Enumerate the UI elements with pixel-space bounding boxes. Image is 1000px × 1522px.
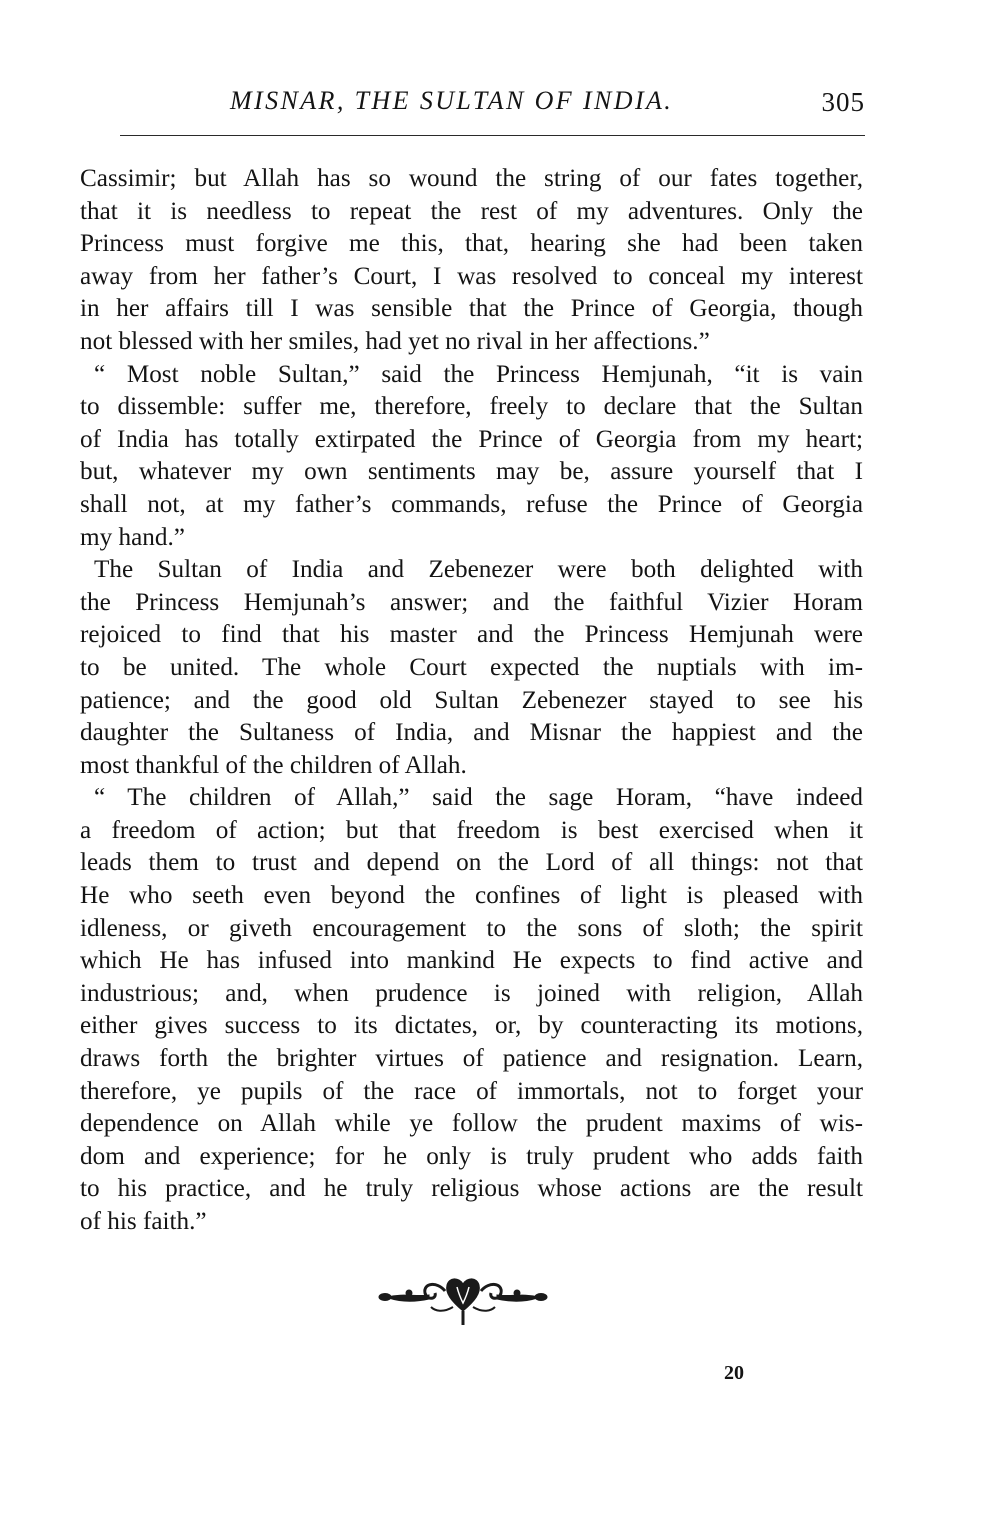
text-line: a freedom of action; but that freedom is best exercised when it (80, 816, 863, 844)
text-line: not blessed with her smiles, had yet no rival in her affections.” (80, 327, 710, 355)
text-line: shall not, at my father’s commands, refuse the Prince of Georgia (80, 490, 863, 518)
page-number: 305 (821, 87, 865, 117)
text-line: which He has infused into mankind He expects to find active and (80, 947, 863, 975)
text-line: “ The children of Allah,” said the sage Horam, “have indeed (94, 784, 863, 812)
text-line: my hand.” (80, 523, 185, 551)
header-rule (120, 135, 865, 136)
text-line: idleness, or giveth encouragement to the sons of sloth; the spirit (80, 914, 863, 942)
text-line: draws forth the brighter virtues of patience and resignation. Learn, (80, 1045, 863, 1073)
text-line: dom and experience; for he only is truly prudent who adds faith (80, 1142, 863, 1170)
text-line: dependence on Allah while ye follow the prudent maxims of wis- (80, 1110, 863, 1138)
running-head (225, 86, 865, 126)
body-text (80, 163, 863, 1239)
text-line: either gives success to its dictates, or, by counteracting its motions, (80, 1012, 863, 1040)
text-line: of his faith.” (80, 1208, 207, 1235)
floral-tailpiece-icon (373, 1267, 553, 1327)
text-line: the Princess Hemjunah’s answer; and the faithful Vizier Horam (80, 588, 863, 616)
text-line: The Sultan of India and Zebenezer were both delighted with (94, 556, 863, 584)
text-line: patience; and the good old Sultan Zebenezer stayed to see his (80, 686, 863, 714)
text-line: daughter the Sultaness of India, and Misnar the happiest and the (80, 719, 863, 747)
text-line: to be united. The whole Court expected the nuptials with im- (80, 653, 863, 681)
text-line: “ Most noble Sultan,” said the Princess Hemjunah, “it is vain (94, 360, 863, 388)
text-line: but, whatever my own sentiments may be, assure yourself that I (80, 458, 863, 486)
text-line: in her affairs till I was sensible that the Prince of Georgia, though (80, 295, 863, 323)
signature-mark: 20 (724, 1362, 744, 1384)
running-title: MISNAR, THE SULTAN OF INDIA. (230, 86, 674, 115)
paragraph (80, 554, 863, 782)
text-line: Cassimir; but Allah has so wound the string of our fates together, (80, 165, 863, 192)
text-line: that it is needless to repeat the rest of my adventures. Only the (80, 197, 863, 225)
text-line: of India has totally extirpated the Prince of Georgia from my heart; (80, 425, 863, 453)
text-line: Princess must forgive me this, that, hearing she had been taken (80, 230, 863, 258)
paragraph (80, 782, 863, 1238)
text-line: rejoiced to find that his master and the Princess Hemjunah were (80, 621, 863, 649)
text-line: most thankful of the children of Allah. (80, 751, 467, 779)
text-line: to dissemble: suffer me, therefore, freely to declare that the Sultan (80, 393, 863, 421)
paragraph (80, 163, 863, 359)
text-line: to his practice, and he truly religious whose actions are the result (80, 1175, 863, 1203)
text-line: away from her father’s Court, I was resolved to conceal my interest (80, 262, 863, 290)
text-line: He who seeth even beyond the confines of light is pleased with (80, 882, 863, 910)
text-line: therefore, ye pupils of the race of immortals, not to forget your (80, 1077, 863, 1105)
text-line: leads them to trust and depend on the Lord of all things: not that (80, 849, 863, 877)
paragraph (80, 359, 863, 555)
text-line: industrious; and, when prudence is joined with religion, Allah (80, 979, 863, 1007)
